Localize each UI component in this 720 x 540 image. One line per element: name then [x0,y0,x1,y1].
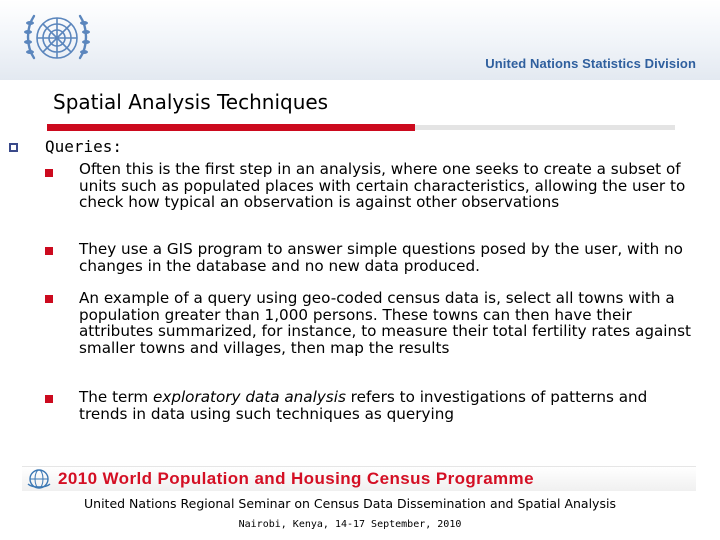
emphasized-term: exploratory data analysis [152,388,346,406]
bullet-text-4-after: refers to investigations of patterns and trends in data using such techniques as querying [79,388,648,423]
bullet-text-4-before: The term [79,388,153,406]
square-bullet-icon [45,295,53,303]
square-bullet-icon [45,169,53,177]
globe-icon [26,468,52,490]
title-rule-red [47,124,415,131]
square-bullet-icon [45,395,53,403]
venue-date: Nairobi, Kenya, 14-17 September, 2010 [238,519,462,530]
division-name: United Nations Statistics Division [485,56,696,71]
bullet-text-4 [79,389,699,422]
census-programme-banner [22,466,696,491]
title-rule-gray [415,125,675,130]
un-emblem-icon [20,8,94,72]
hollow-square-bullet-icon [9,143,18,152]
section-heading: Queries: [45,137,123,156]
banner-title: 2010 World Population and Housing Census Programme [58,469,534,488]
bullet-text-1: Often this is the first step in an analysis, where one seeks to create a subset of units such as populated places with certain characteristics, allowing the user to check how typical an observation is against other observations [79,160,686,211]
bullet-text-2: They use a GIS program to answer simple questions posed by the user, with no changes in the database and no new data produced. [79,240,683,275]
slide-title: Spatial Analysis Techniques [53,90,329,114]
square-bullet-icon [45,247,53,255]
bullet-text-3: An example of a query using geo-coded census data is, select all towns with a population greater than 1,000 persons. These towns can then have their attributes summarized, for instance, to measure their total fertility rates against smaller towns and villages, then map the results [79,289,691,357]
seminar-title: United Nations Regional Seminar on Census Data Dissemination and Spatial Analysis [84,496,616,511]
